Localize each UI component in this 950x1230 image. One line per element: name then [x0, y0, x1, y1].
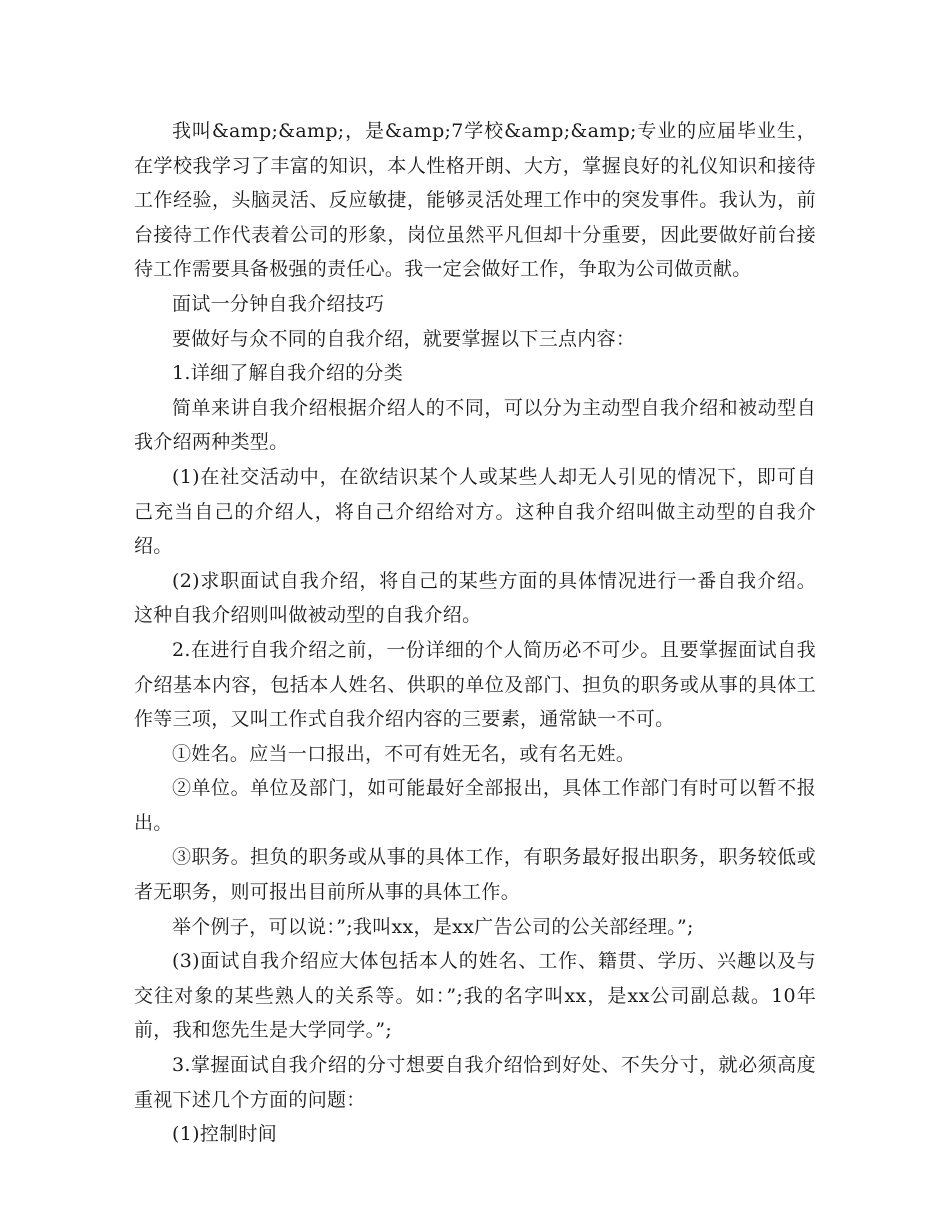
point-heading-1: 1.详细了解自我介绍的分类	[172, 362, 404, 385]
element-unit: ②单位。单位及部门，如可能最好全部报出，具体工作部门有时可以暂不报出。	[134, 777, 816, 834]
sub-item-1: (1)在社交活动中，在欲结识某个人或某些人却无人引见的情况下，即可自己充当自己的介绍人，将自己介绍给对方。这种自我介绍叫做主动型的自我介绍。	[134, 465, 816, 558]
body-paragraph: 简单来讲自我介绍根据介绍人的不同，可以分为主动型自我介绍和被动型自我介绍两种类型。	[134, 396, 816, 454]
lead-paragraph: 要做好与众不同的自我介绍，就要掌握以下三点内容：	[172, 327, 636, 350]
point-heading-2: 2.在进行自我介绍之前，一份详细的个人简历必不可少。且要掌握面试自我介绍基本内容，包括本人姓名、供职的单位及部门、担负的职务或从事的具体工作等三项，又叫工作式自我介绍内容的三要素，通常缺一不可。	[134, 638, 816, 731]
point-heading-3: 3.掌握面试自我介绍的分寸想要自我介绍恰到好处、不失分寸，就必须高度重视下述几个方面的问题：	[134, 1054, 816, 1111]
section-heading: 面试一分钟自我介绍技巧	[172, 292, 385, 315]
element-position: ③职务。担负的职务或从事的具体工作，有职务最好报出职务，职务较低或者无职务，则可报出目前所从事的具体工作。	[134, 846, 816, 904]
sub-item-3: (3)面试自我介绍应大体包括本人的姓名、工作、籍贯、学历、兴趣以及与交往对象的某些熟人的关系等。如：”;我的名字叫xx，是xx公司副总裁。10年前，我和您先生是大学同学。”;	[134, 950, 816, 1042]
sub-item-2: (2)求职面试自我介绍，将自己的某些方面的具体情况进行一番自我介绍。这种自我介绍则叫做被动型的自我介绍。	[134, 569, 816, 627]
element-name: ①姓名。应当一口报出，不可有姓无名，或有名无姓。	[172, 742, 636, 765]
sub-item-control-time: (1)控制时间	[172, 1123, 278, 1146]
example-paragraph: 举个例子，可以说：”;我叫xx，是xx广告公司的公关部经理。”;	[172, 915, 694, 938]
document-page	[134, 114, 816, 1152]
intro-paragraph: 我叫&amp;&amp;，是&amp;7学校&amp;&amp;专业的应届毕业生，在学校我学习了丰富的知识，本人性格开朗、大方，掌握良好的礼仪知识和接待工作经验，头脑灵活、反应敏捷，能够灵活处理工作中的突发事件。我认为，前台接待工作代表着公司的形象，岗位虽然平凡但却十分重要，因此要做好前台接待工作需要具备极强的责任心。我一定会做好工作，争取为公司做贡献。	[134, 120, 816, 281]
